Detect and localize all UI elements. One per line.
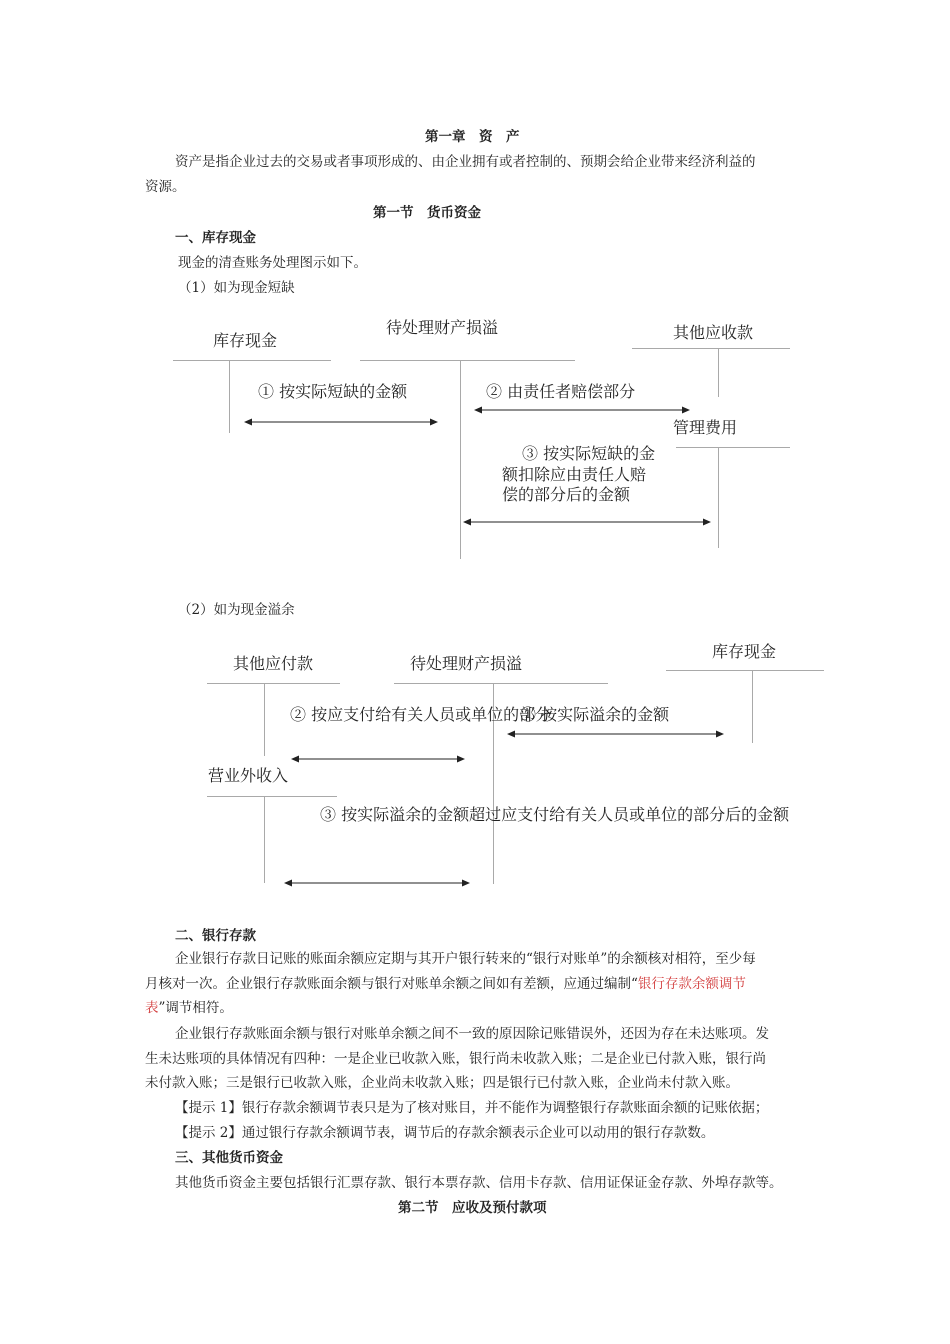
account-management-expense: 管理费用: [673, 418, 738, 437]
arrow-step-2: [474, 405, 690, 415]
bank-p1-line-3: 表”调节相符。: [145, 1000, 233, 1016]
t-account-other-receivable-divider: [718, 349, 719, 397]
bank-p2-line-2: 生未达账项的具体情况有四种：一是企业已收款入账，银行尚未收款入账；二是企业已付款入账，银行尚: [145, 1051, 766, 1067]
case-shortage-label: （1）如为现金短缺: [178, 280, 295, 296]
t-account-management-top: [676, 447, 790, 448]
step-3-label-line-2: 额扣除应由责任人赔: [502, 465, 647, 484]
t-account-cash-2-divider: [752, 671, 753, 743]
step-1-label: ① 按实际短缺的金额: [258, 382, 408, 401]
arrow-overage-step-2: [291, 754, 465, 764]
arrow-step-3: [463, 517, 711, 527]
step-3-label-line-1: ③ 按实际短缺的金: [522, 444, 656, 463]
chapter-title: 第一章 资 产: [425, 129, 520, 145]
tip-2: 【提示 2】通过银行存款余额调节表，调节后的存款余额表示企业可以动用的银行存款数。: [175, 1125, 715, 1141]
t-account-pending-2-top: [394, 683, 608, 684]
t-account-other-payable-top: [207, 683, 340, 684]
step-3-label-overage: ③ 按实际溢余的金额超过应支付给有关人员或单位的部分后的金额: [320, 805, 790, 824]
t-account-cash-top: [173, 360, 331, 361]
bank-heading: 二、银行存款: [175, 928, 256, 944]
account-other-receivable: 其他应收款: [673, 323, 754, 342]
tip-1: 【提示 1】银行存款余额调节表只是为了核对账目，并不能作为调整银行存款账面余额的记账依据；: [175, 1100, 769, 1116]
t-account-other-receivable-top: [632, 348, 790, 349]
account-pending-2: 待处理财产损溢: [410, 654, 523, 673]
reconciliation-term: 银行存款余额调节: [637, 976, 746, 992]
arrow-overage-step-3: [284, 878, 470, 888]
step-2-label-overage: ② 按应支付给有关人员或单位的部分: [290, 705, 552, 724]
account-other-payable: 其他应付款: [233, 654, 314, 673]
arrow-overage-step-1: [507, 729, 724, 739]
step-2-label: ② 由责任者赔偿部分: [486, 382, 636, 401]
bank-p1-line-1: 企业银行存款日记账的账面余额应定期与其开户银行转来的“银行对账单”的余额核对相符，至少每: [175, 951, 756, 967]
section-1-title: 第一节 货币资金: [373, 205, 481, 221]
t-account-pending-top: [360, 360, 575, 361]
bank-p2-line-1: 企业银行存款账面余额与银行对账单余额之间不一致的原因除记账错误外，还因为存在未达账项。发: [175, 1026, 769, 1042]
account-pending: 待处理财产损溢: [386, 318, 499, 337]
bank-p1-line-2: 月核对一次。企业银行存款账面余额与银行对账单余额之间如有差额，应通过编制“银行存款余额调节: [145, 976, 746, 992]
step-3-label-line-3: 偿的部分后的金额: [502, 485, 631, 504]
t-account-nonop-divider: [264, 797, 265, 883]
bank-p2-line-3: 未付款入账；三是银行已收款入账，企业尚未收款入账；四是银行已付款入账，企业尚未付款入账。: [145, 1075, 739, 1091]
cash-description: 现金的清查账务处理图示如下。: [178, 255, 367, 271]
t-account-cash-2-top: [666, 670, 824, 671]
step-1-label-overage: ① 按实际溢余的金额: [520, 705, 670, 724]
t-account-management-divider: [718, 448, 719, 548]
t-account-nonop-top: [207, 796, 337, 797]
intro-line-1: 资产是指企业过去的交易或者事项形成的、由企业拥有或者控制的、预期会给企业带来经济利益的: [175, 154, 756, 170]
account-non-operating-income: 营业外收入: [208, 766, 289, 785]
other-funds-text: 其他货币资金主要包括银行汇票存款、银行本票存款、信用卡存款、信用证保证金存款、外埠存款等。: [175, 1175, 783, 1191]
account-cash: 库存现金: [213, 331, 278, 350]
t-account-pending-divider: [460, 361, 461, 559]
cash-heading: 一、库存现金: [175, 230, 256, 246]
section-2-title: 第二节 应收及预付款项: [398, 1200, 547, 1216]
arrow-step-1: [244, 417, 438, 427]
other-funds-heading: 三、其他货币资金: [175, 1150, 283, 1166]
t-account-other-payable-divider: [264, 684, 265, 756]
case-overage-label: （2）如为现金溢余: [178, 602, 295, 618]
account-cash-2: 库存现金: [712, 642, 777, 661]
intro-line-2: 资源。: [145, 179, 186, 195]
t-account-cash-divider: [229, 361, 230, 433]
